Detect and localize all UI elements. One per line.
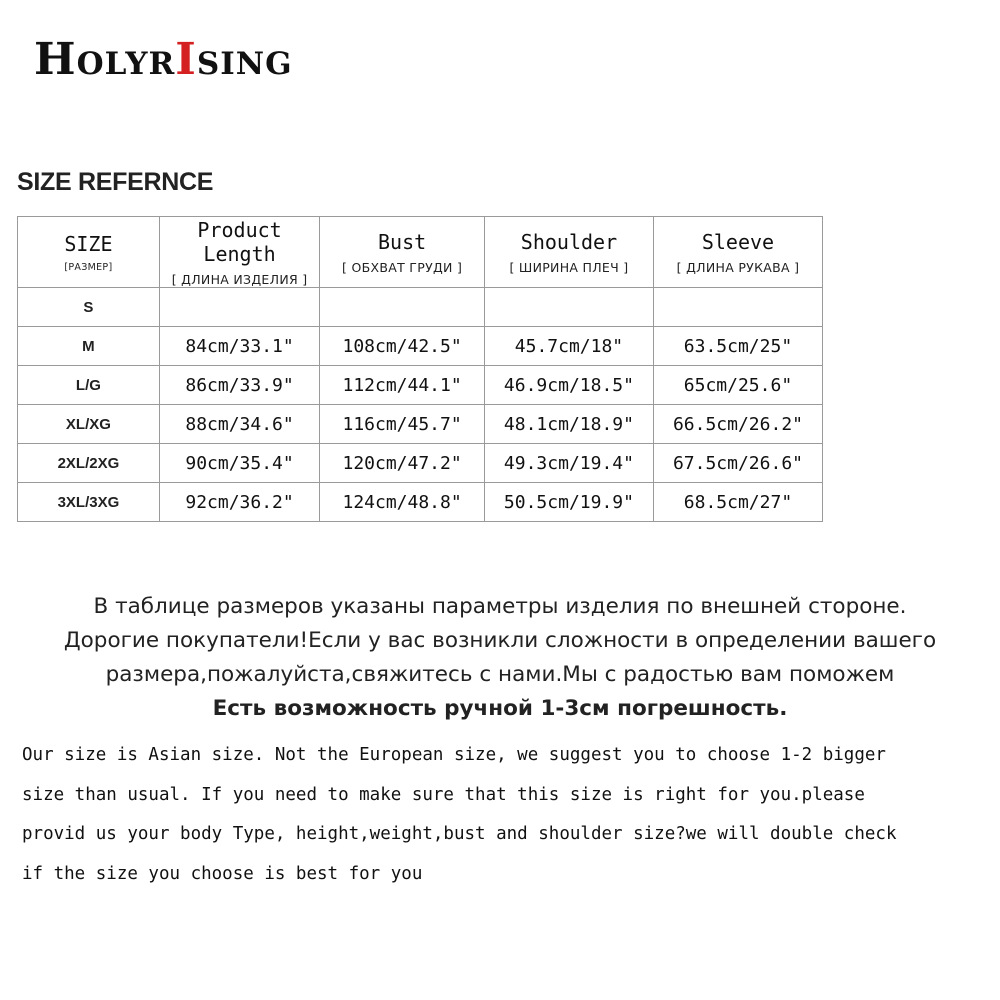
header-bust-en: Bust <box>378 229 427 254</box>
table-header-row <box>18 217 823 288</box>
header-size <box>18 217 160 288</box>
en-note-line: Our size is Asian size. Not the European size, we suggest you to choose 1-2 bigger <box>22 745 886 765</box>
cell-size: XL/XG <box>18 405 160 444</box>
cell-shoulder: 45.7cm/18" <box>484 327 653 366</box>
header-size-en: SIZE <box>64 231 113 256</box>
cell-length <box>159 288 319 327</box>
cell-shoulder: 49.3cm/19.4" <box>484 444 653 483</box>
table-row <box>18 327 823 366</box>
cell-size: L/G <box>18 366 160 405</box>
header-sleeve-en: Sleeve <box>701 229 775 254</box>
cell-bust: 124cm/48.8" <box>320 483 485 522</box>
cell-bust: 120cm/47.2" <box>320 444 485 483</box>
table-row <box>18 444 823 483</box>
cell-sleeve: 66.5cm/26.2" <box>653 405 822 444</box>
en-note-line: size than usual. If you need to make sure that this size is right for you.please <box>22 784 865 805</box>
ru-note-line: Дорогие покупатели!Если у вас возникли сложности в определении вашего <box>63 628 937 653</box>
brand-letter-i: I <box>175 34 197 85</box>
header-shoulder-ru: [ ШИРИНА ПЛЕЧ ] <box>509 259 629 275</box>
header-length-en: Product Length <box>197 217 282 266</box>
cell-sleeve: 65cm/25.6" <box>653 366 822 405</box>
cell-sleeve <box>653 288 822 327</box>
cell-bust: 116cm/45.7" <box>320 405 485 444</box>
en-note-line: if the size you choose is best for you <box>22 863 423 884</box>
header-shoulder <box>484 217 653 288</box>
header-shoulder-en: Shoulder <box>520 229 618 254</box>
cell-bust <box>320 288 485 327</box>
cell-sleeve: 67.5cm/26.6" <box>653 444 822 483</box>
english-notes <box>22 736 982 894</box>
cell-length: 88cm/34.6" <box>159 405 319 444</box>
brand-letters-sing: sing <box>196 34 293 85</box>
cell-shoulder: 46.9cm/18.5" <box>484 366 653 405</box>
cell-bust: 108cm/42.5" <box>320 327 485 366</box>
header-sleeve-ru: [ ДЛИНА РУКАВА ] <box>676 259 800 275</box>
cell-size: M <box>18 327 160 366</box>
header-length-ru: [ ДЛИНА ИЗДЕЛИЯ ] <box>171 271 308 287</box>
ru-note-line: Есть возможность ручной 1-3см погрешность. <box>212 696 788 721</box>
table-row <box>18 483 823 522</box>
cell-length: 92cm/36.2" <box>159 483 319 522</box>
cell-shoulder: 50.5cm/19.9" <box>484 483 653 522</box>
header-bust-ru: [ ОБХВАТ ГРУДИ ] <box>342 259 463 275</box>
cell-length: 84cm/33.1" <box>159 327 319 366</box>
cell-sleeve: 68.5cm/27" <box>653 483 822 522</box>
brand-letter-h: H <box>34 34 77 85</box>
cell-length: 90cm/35.4" <box>159 444 319 483</box>
cell-shoulder <box>484 288 653 327</box>
header-length <box>159 217 319 288</box>
cell-shoulder: 48.1cm/18.9" <box>484 405 653 444</box>
table-row <box>18 366 823 405</box>
russian-notes <box>0 590 1000 726</box>
size-reference-title: SIZE REFERNCE <box>17 168 214 196</box>
cell-size: 3XL/3XG <box>18 483 160 522</box>
ru-note-line: размера,пожалуйста,свяжитесь с нами.Мы с радостью вам поможем <box>105 662 895 687</box>
en-note-line: provid us your body Type, height,weight,bust and shoulder size?we will double check <box>22 824 897 844</box>
size-chart-table <box>17 216 823 522</box>
brand-logo <box>34 34 293 85</box>
cell-sleeve: 63.5cm/25" <box>653 327 822 366</box>
cell-size: 2XL/2XG <box>18 444 160 483</box>
cell-bust: 112cm/44.1" <box>320 366 485 405</box>
header-bust <box>320 217 485 288</box>
ru-note-line: В таблице размеров указаны параметры изделия по внешней стороне. <box>93 594 907 619</box>
header-size-ru: [РАЗМЕР] <box>64 261 113 273</box>
table-row <box>18 405 823 444</box>
cell-length: 86cm/33.9" <box>159 366 319 405</box>
header-sleeve <box>653 217 822 288</box>
brand-letter-o: olyr <box>76 34 176 85</box>
cell-size: S <box>18 288 160 327</box>
table-row <box>18 288 823 327</box>
